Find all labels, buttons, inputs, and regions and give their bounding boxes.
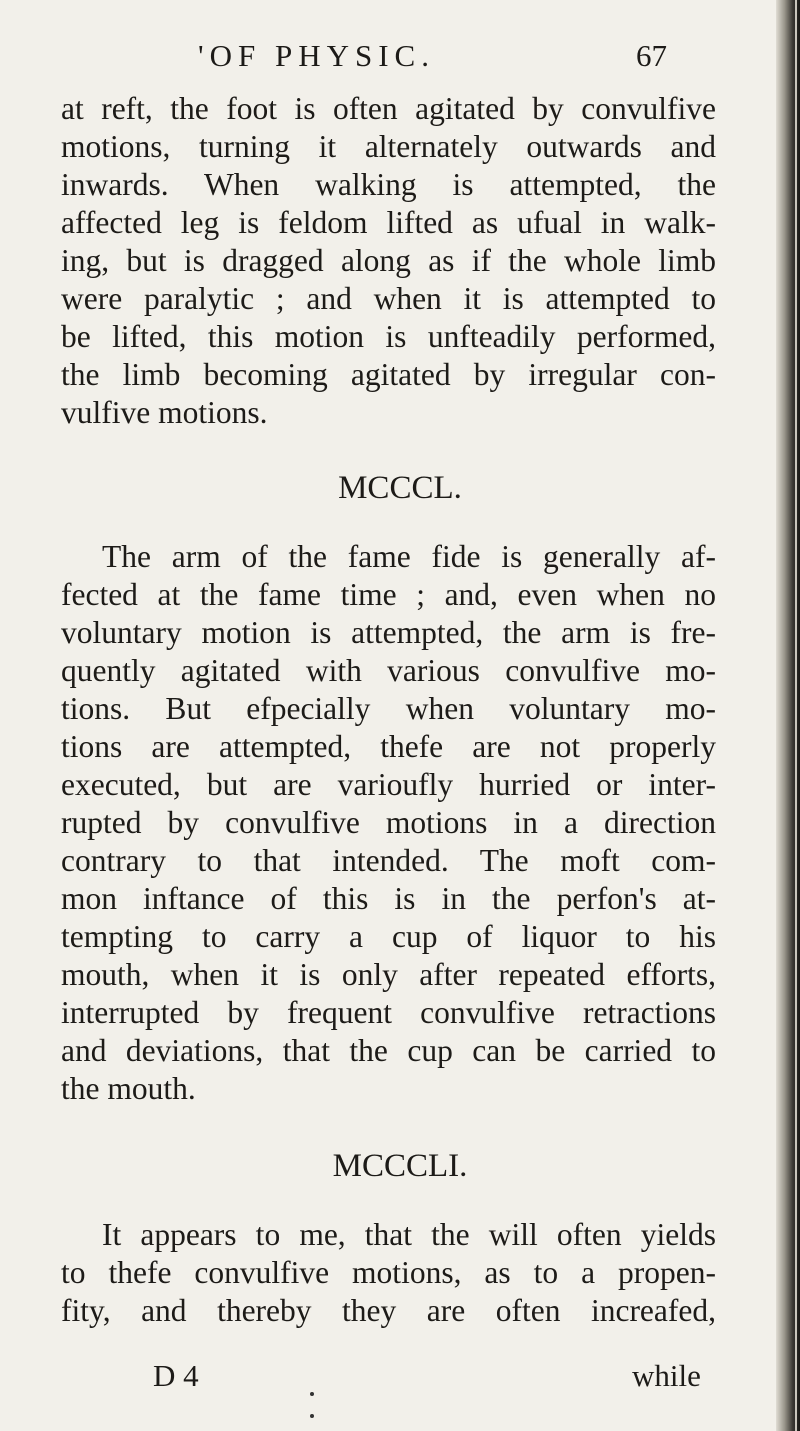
section-heading: MCCCL. <box>338 470 462 506</box>
text-line: inwards. When walking is attempted, the <box>61 167 716 202</box>
text-line: mon inftance of this is in the perfon's at- <box>61 881 716 916</box>
signature-mark: D 4 <box>153 1358 199 1393</box>
text-line: tions are attempted, thefe are not properly <box>61 729 716 764</box>
text-line: rupted by convulfive motions in a direction <box>61 805 716 840</box>
text-line: vulfive motions. <box>61 395 268 430</box>
text-line: the mouth. <box>61 1071 196 1106</box>
text-line: fected at the fame time ; and, even when no <box>61 577 716 612</box>
ink-speck <box>310 1392 314 1396</box>
running-header <box>198 38 718 74</box>
page-number: 67 <box>636 38 667 73</box>
text-line: quently agitated with various convulfive mo- <box>61 653 716 688</box>
text-line: the limb becoming agitated by irregular con- <box>61 357 716 392</box>
text-line: tempting to carry a cup of liquor to his <box>61 919 716 954</box>
text-line: tions. But efpecially when voluntary mo- <box>61 691 716 726</box>
text-line: to thefe convulfive motions, as to a propen- <box>61 1255 716 1290</box>
text-line: be lifted, this motion is unfteadily performed, <box>61 319 716 354</box>
text-line: The arm of the fame fide is generally af- <box>102 539 716 574</box>
text-line: voluntary motion is attempted, the arm is fre- <box>61 615 716 650</box>
text-line: ing, but is dragged along as if the whole limb <box>61 243 716 278</box>
catchword: while <box>632 1358 701 1393</box>
text-line: executed, but are varioufly hurried or inter- <box>61 767 716 802</box>
running-title: 'OF PHYSIC. <box>198 38 435 73</box>
text-line: and deviations, that the cup can be carried to <box>61 1033 716 1068</box>
section-heading: MCCCLI. <box>332 1148 468 1184</box>
text-line: It appears to me, that the will often yields <box>102 1217 716 1252</box>
text-line: motions, turning it alternately outwards and <box>61 129 716 164</box>
book-gutter-shadow <box>776 0 800 1431</box>
text-line: fity, and thereby they are often increafed, <box>61 1293 716 1328</box>
text-line: at reft, the foot is often agitated by convulfive <box>61 91 716 126</box>
text-line: interrupted by frequent convulfive retractions <box>61 995 716 1030</box>
text-line: affected leg is feldom lifted as ufual in walk- <box>61 205 716 240</box>
text-line: were paralytic ; and when it is attempted to <box>61 281 716 316</box>
ink-speck <box>310 1414 314 1418</box>
text-line: contrary to that intended. The moft com- <box>61 843 716 878</box>
gutter-edge-line <box>795 0 797 1431</box>
text-line: mouth, when it is only after repeated efforts, <box>61 957 716 992</box>
